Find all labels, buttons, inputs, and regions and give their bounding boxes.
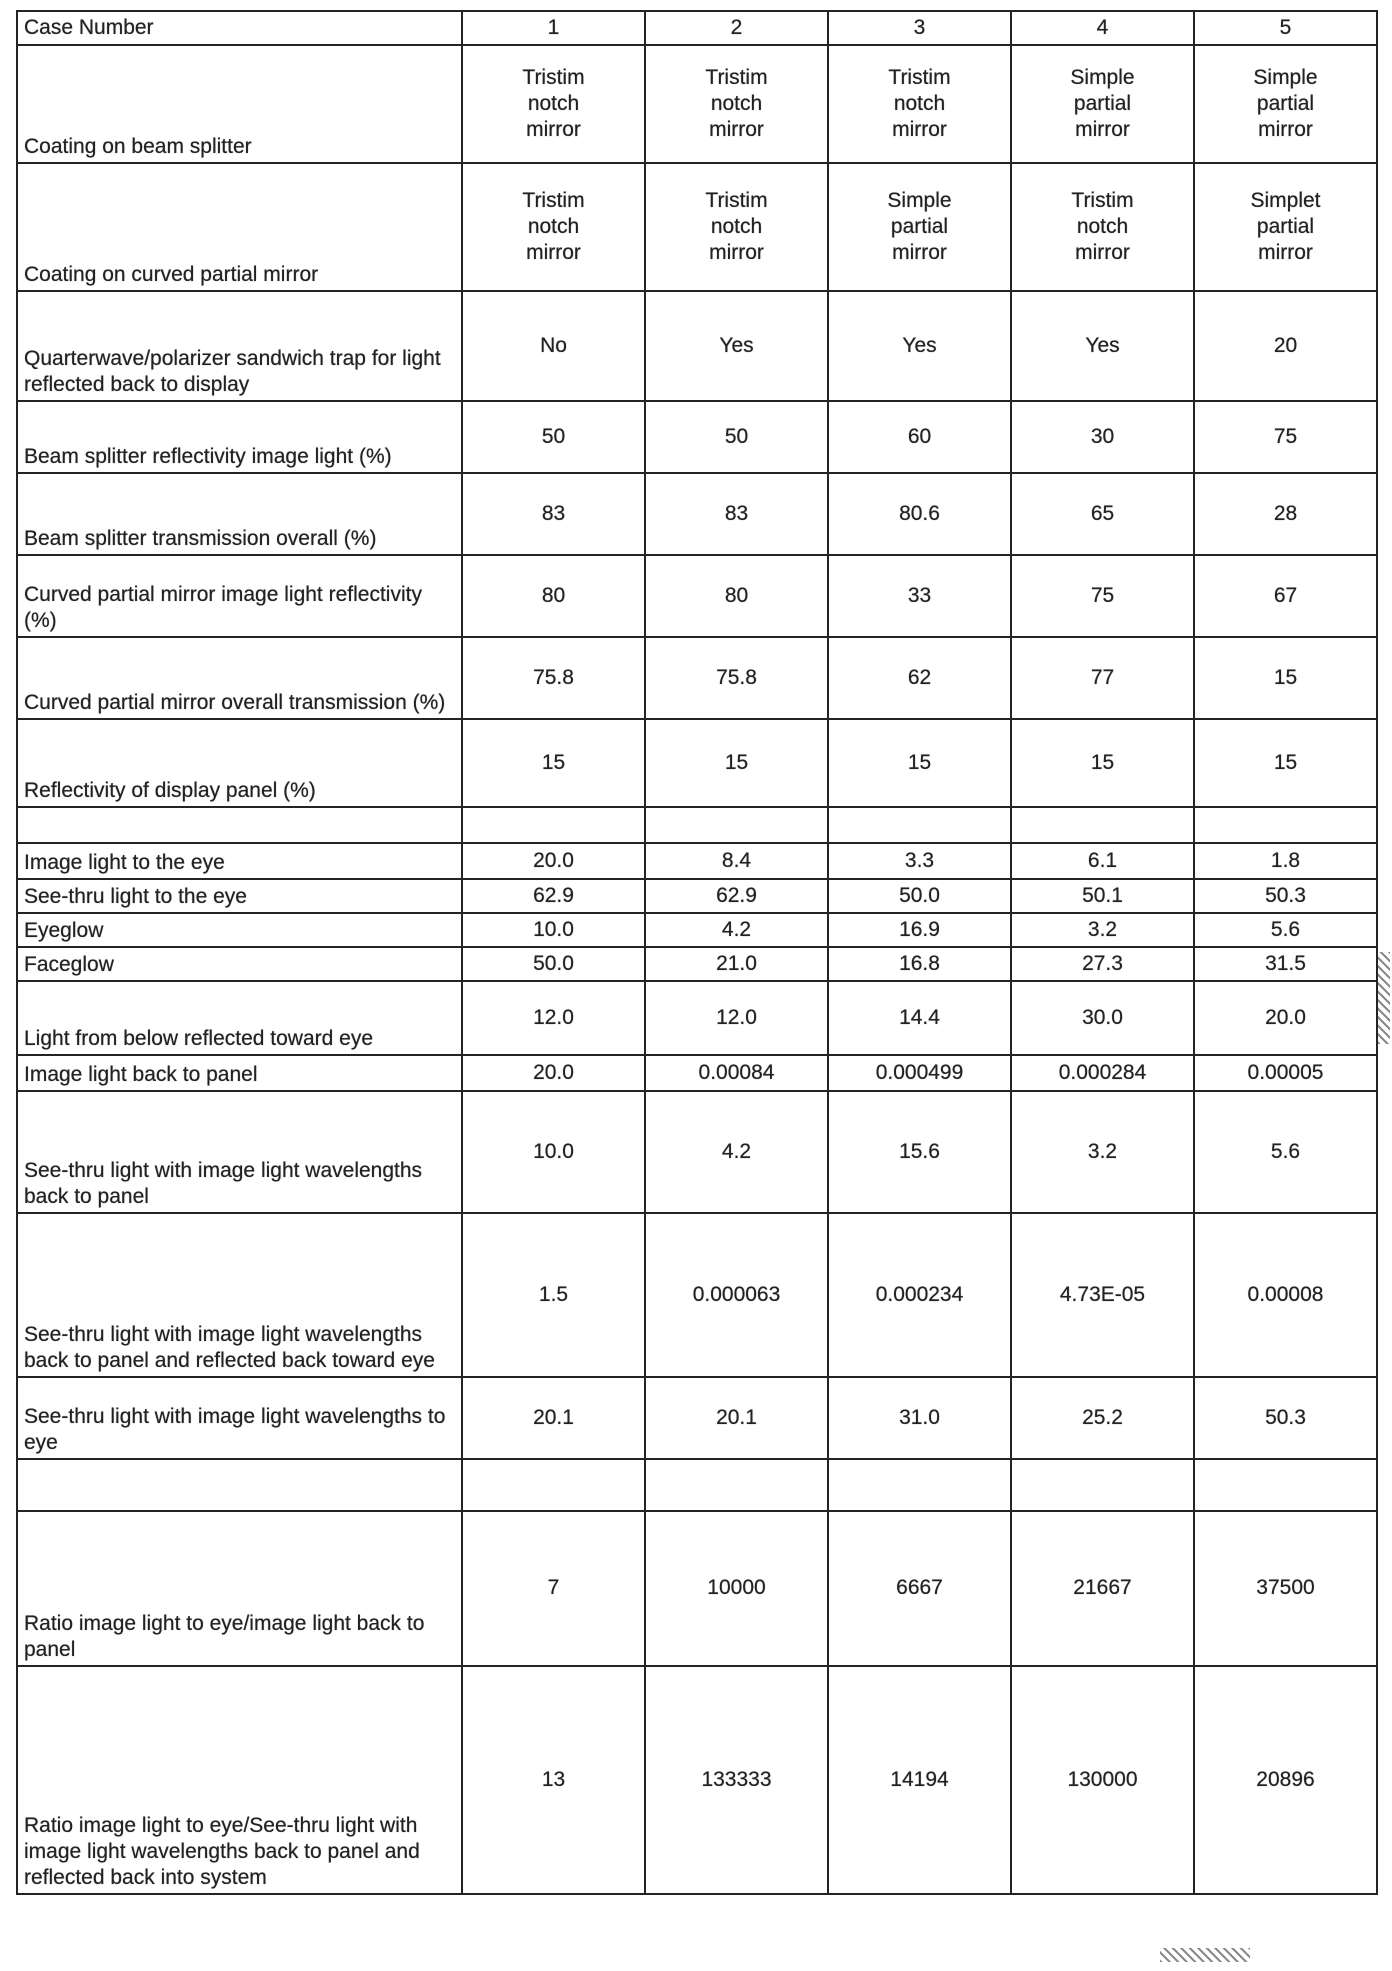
value-cell	[645, 1459, 828, 1511]
row-label: Light from below reflected toward eye	[17, 981, 462, 1055]
value-cell: 50.3	[1194, 879, 1377, 913]
table-row	[17, 981, 1377, 1055]
table-row	[17, 401, 1377, 473]
value-cell: Simple partial mirror	[828, 163, 1011, 291]
value-cell: 21667	[1011, 1511, 1194, 1666]
value-cell: Tristim notch mirror	[645, 163, 828, 291]
table-row	[17, 1666, 1377, 1894]
table-row	[17, 913, 1377, 947]
value-cell: 0.000063	[645, 1213, 828, 1377]
row-label	[17, 1459, 462, 1511]
value-cell: Tristim notch mirror	[462, 163, 645, 291]
value-cell: 21.0	[645, 947, 828, 981]
value-cell: 10.0	[462, 913, 645, 947]
value-cell: 2	[645, 11, 828, 45]
table-row	[17, 879, 1377, 913]
value-cell: 77	[1011, 637, 1194, 719]
patent-data-table	[16, 10, 1378, 1895]
value-cell: 75	[1011, 555, 1194, 637]
row-label: See-thru light to the eye	[17, 879, 462, 913]
value-cell: 15	[1194, 637, 1377, 719]
value-cell: 1.8	[1194, 843, 1377, 879]
value-cell: No	[462, 291, 645, 401]
value-cell: Yes	[828, 291, 1011, 401]
value-cell: 13	[462, 1666, 645, 1894]
row-label: Coating on curved partial mirror	[17, 163, 462, 291]
value-cell: 7	[462, 1511, 645, 1666]
value-cell: 50.0	[462, 947, 645, 981]
value-cell: 133333	[645, 1666, 828, 1894]
value-cell: 50.1	[1011, 879, 1194, 913]
value-cell	[462, 807, 645, 843]
value-cell: 60	[828, 401, 1011, 473]
table-row-spacer	[17, 807, 1377, 843]
value-cell: Simplet partial mirror	[1194, 163, 1377, 291]
row-label: See-thru light with image light wavelengths back to panel	[17, 1091, 462, 1213]
value-cell: 83	[462, 473, 645, 555]
table-row	[17, 719, 1377, 807]
value-cell: 20.0	[1194, 981, 1377, 1055]
value-cell: 37500	[1194, 1511, 1377, 1666]
value-cell: 4.2	[645, 913, 828, 947]
value-cell: 20.1	[462, 1377, 645, 1459]
table-row	[17, 1055, 1377, 1091]
value-cell: Yes	[1011, 291, 1194, 401]
value-cell: 8.4	[645, 843, 828, 879]
value-cell: 0.000234	[828, 1213, 1011, 1377]
value-cell: 3	[828, 11, 1011, 45]
value-cell: 65	[1011, 473, 1194, 555]
value-cell: 16.8	[828, 947, 1011, 981]
value-cell: 75.8	[462, 637, 645, 719]
table-row	[17, 291, 1377, 401]
value-cell: Simple partial mirror	[1011, 45, 1194, 163]
row-label: Curved partial mirror image light reflectivity (%)	[17, 555, 462, 637]
value-cell: 3.2	[1011, 913, 1194, 947]
table-row	[17, 163, 1377, 291]
value-cell: 12.0	[462, 981, 645, 1055]
value-cell: 130000	[1011, 1666, 1194, 1894]
value-cell: 20.1	[645, 1377, 828, 1459]
value-cell: 3.2	[1011, 1091, 1194, 1213]
table-row-spacer	[17, 1459, 1377, 1511]
value-cell: 75.8	[645, 637, 828, 719]
value-cell: 28	[1194, 473, 1377, 555]
value-cell: 15	[1011, 719, 1194, 807]
table-row	[17, 1511, 1377, 1666]
value-cell: 25.2	[1011, 1377, 1194, 1459]
table-row	[17, 637, 1377, 719]
row-label: Coating on beam splitter	[17, 45, 462, 163]
value-cell: Tristim notch mirror	[645, 45, 828, 163]
value-cell: 80	[462, 555, 645, 637]
value-cell: 6667	[828, 1511, 1011, 1666]
row-label: Case Number	[17, 11, 462, 45]
row-label: See-thru light with image light wavelengths back to panel and reflected back toward eye	[17, 1213, 462, 1377]
value-cell: 5	[1194, 11, 1377, 45]
value-cell: 15	[645, 719, 828, 807]
value-cell: Tristim notch mirror	[462, 45, 645, 163]
row-label: Ratio image light to eye/See-thru light with image light wavelengths back to panel and reflected back into system	[17, 1666, 462, 1894]
value-cell: 4.2	[645, 1091, 828, 1213]
value-cell: 12.0	[645, 981, 828, 1055]
row-label: Image light back to panel	[17, 1055, 462, 1091]
value-cell: 83	[645, 473, 828, 555]
row-label: Ratio image light to eye/image light back to panel	[17, 1511, 462, 1666]
value-cell: 50	[462, 401, 645, 473]
value-cell: 5.6	[1194, 1091, 1377, 1213]
scan-artifact-right-edge	[1378, 952, 1390, 1044]
value-cell: 0.00008	[1194, 1213, 1377, 1377]
value-cell	[828, 807, 1011, 843]
table-row	[17, 45, 1377, 163]
value-cell: 30	[1011, 401, 1194, 473]
value-cell: 16.9	[828, 913, 1011, 947]
value-cell: 10.0	[462, 1091, 645, 1213]
value-cell: 1.5	[462, 1213, 645, 1377]
row-label: Faceglow	[17, 947, 462, 981]
table-row	[17, 473, 1377, 555]
value-cell: 62	[828, 637, 1011, 719]
value-cell	[828, 1459, 1011, 1511]
table-row	[17, 843, 1377, 879]
value-cell	[1194, 1459, 1377, 1511]
value-cell: 0.000499	[828, 1055, 1011, 1091]
value-cell: 50.3	[1194, 1377, 1377, 1459]
table-row-case-number	[17, 11, 1377, 45]
value-cell: 62.9	[462, 879, 645, 913]
value-cell: Tristim notch mirror	[1011, 163, 1194, 291]
value-cell: 15	[828, 719, 1011, 807]
value-cell: 4.73E-05	[1011, 1213, 1194, 1377]
row-label: Image light to the eye	[17, 843, 462, 879]
value-cell: 20.0	[462, 1055, 645, 1091]
value-cell: Yes	[645, 291, 828, 401]
row-label: Quarterwave/polarizer sandwich trap for light reflected back to display	[17, 291, 462, 401]
value-cell: 15	[1194, 719, 1377, 807]
value-cell	[1011, 807, 1194, 843]
value-cell: 0.00005	[1194, 1055, 1377, 1091]
row-label: Curved partial mirror overall transmission (%)	[17, 637, 462, 719]
value-cell: 3.3	[828, 843, 1011, 879]
value-cell: 50.0	[828, 879, 1011, 913]
value-cell: 15.6	[828, 1091, 1011, 1213]
table-row	[17, 555, 1377, 637]
value-cell: 1	[462, 11, 645, 45]
value-cell: 15	[462, 719, 645, 807]
value-cell: 0.000284	[1011, 1055, 1194, 1091]
value-cell: 6.1	[1011, 843, 1194, 879]
row-label: Beam splitter transmission overall (%)	[17, 473, 462, 555]
value-cell: 20	[1194, 291, 1377, 401]
value-cell: 31.0	[828, 1377, 1011, 1459]
table-row	[17, 1377, 1377, 1459]
scan-artifact-bottom-edge	[1160, 1948, 1250, 1962]
value-cell	[1011, 1459, 1194, 1511]
value-cell: 31.5	[1194, 947, 1377, 981]
value-cell: 27.3	[1011, 947, 1194, 981]
value-cell: 62.9	[645, 879, 828, 913]
value-cell	[1194, 807, 1377, 843]
row-label: See-thru light with image light wavelengths to eye	[17, 1377, 462, 1459]
value-cell: 5.6	[1194, 913, 1377, 947]
row-label: Eyeglow	[17, 913, 462, 947]
table-row	[17, 947, 1377, 981]
value-cell: 10000	[645, 1511, 828, 1666]
value-cell: Simple partial mirror	[1194, 45, 1377, 163]
value-cell: Tristim notch mirror	[828, 45, 1011, 163]
value-cell: 75	[1194, 401, 1377, 473]
value-cell: 14194	[828, 1666, 1011, 1894]
value-cell: 67	[1194, 555, 1377, 637]
value-cell: 30.0	[1011, 981, 1194, 1055]
value-cell: 4	[1011, 11, 1194, 45]
row-label: Beam splitter reflectivity image light (%)	[17, 401, 462, 473]
value-cell: 80.6	[828, 473, 1011, 555]
table-row	[17, 1091, 1377, 1213]
value-cell: 0.00084	[645, 1055, 828, 1091]
value-cell: 20896	[1194, 1666, 1377, 1894]
row-label	[17, 807, 462, 843]
value-cell	[462, 1459, 645, 1511]
table-row	[17, 1213, 1377, 1377]
value-cell: 20.0	[462, 843, 645, 879]
row-label: Reflectivity of display panel (%)	[17, 719, 462, 807]
value-cell: 80	[645, 555, 828, 637]
value-cell: 33	[828, 555, 1011, 637]
value-cell: 50	[645, 401, 828, 473]
value-cell	[645, 807, 828, 843]
value-cell: 14.4	[828, 981, 1011, 1055]
